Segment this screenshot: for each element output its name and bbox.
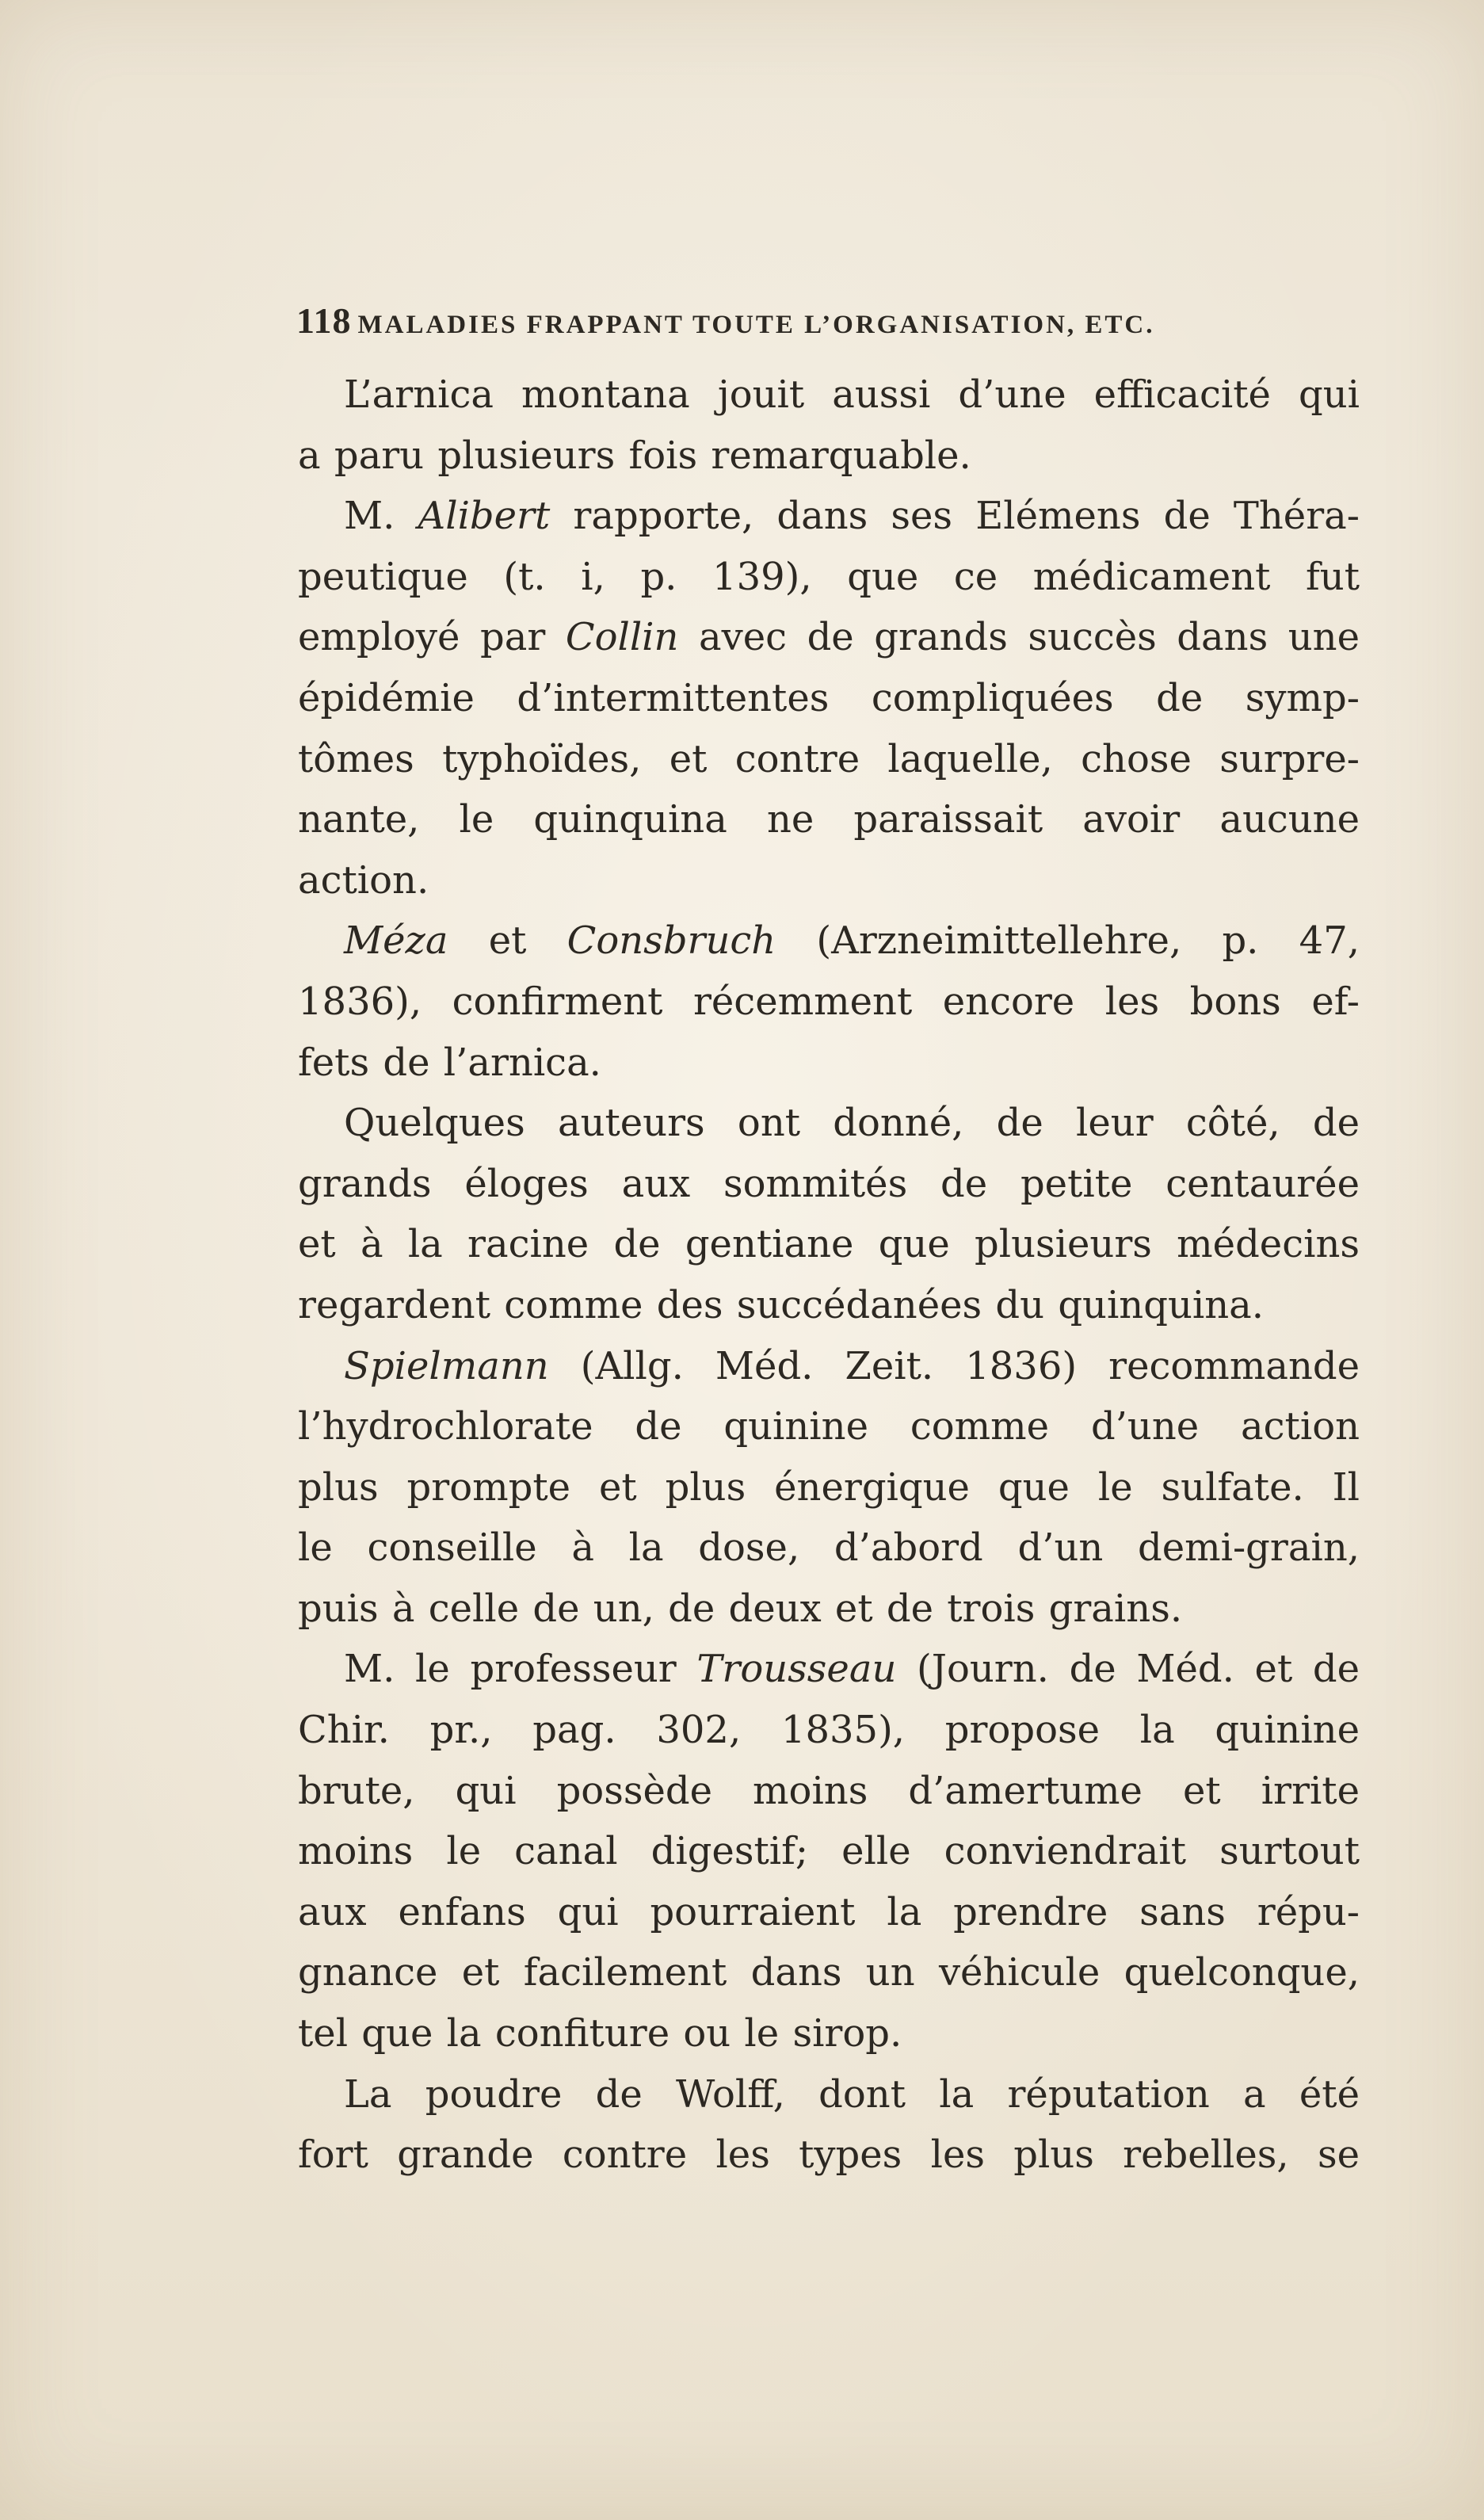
italic-name: Alibert [418,494,551,539]
text-segment: action. [298,857,429,903]
text-segment: avec de grands succès dans une [678,615,1360,660]
text-line [298,668,1360,729]
text-segment: employé par [298,615,566,660]
text-segment: M. le professeur [344,1647,697,1692]
text-segment: et à la racine de gentiane que plusieurs médecins [298,1222,1360,1267]
text-line [298,547,1360,608]
text-segment: tômes typhoïdes, et contre laquelle, chose surpre- [298,736,1360,781]
italic-name: Consbruch [567,918,776,964]
text-line [298,1518,1360,1579]
text-line [298,729,1360,790]
italic-name: Collin [565,615,679,660]
text-line [298,2003,1360,2064]
text-segment: l’hydrochlorate de quinine comme d’une action [298,1404,1360,1449]
text-line [298,1457,1360,1518]
text-segment: L’arnica montana jouit aussi d’une efficacité qui [344,372,1360,417]
text-line [298,1882,1360,1943]
text-segment: (Journ. de Méd. et de [896,1647,1360,1692]
text-segment: épidémie d’intermittentes compliquées de symp- [298,675,1360,720]
text-segment: peutique (t. i, p. 139), que ce médicament fut [298,554,1360,599]
text-line [298,1093,1360,1154]
text-line [298,1033,1360,1094]
text-line [298,426,1360,487]
text-line [298,911,1360,972]
text-segment: plus prompte et plus énergique que le sulfate. Il [298,1464,1360,1510]
text-segment: le conseille à la dose, d’abord d’un demi-grain, [298,1525,1360,1571]
text-line [298,1821,1360,1882]
text-line [298,1761,1360,1822]
text-line [298,972,1360,1033]
text-segment: moins le canal digestif; elle conviendrait surtout [298,1829,1360,1874]
text-line [298,1942,1360,2003]
text-segment: brute, qui possède moins d’amertume et irrite [298,1768,1360,1813]
text-line [298,1579,1360,1640]
text-segment: regardent comme des succédanées du quinquina. [298,1282,1264,1327]
text-line [298,607,1360,668]
body-text [298,365,1360,2186]
text-segment: gnance et facilement dans un véhicule quelconque, [298,1950,1360,1995]
text-segment: Chir. pr., pag. 302, 1835), propose la quinine [298,1708,1360,1753]
text-line [298,2125,1360,2186]
text-line [298,850,1360,911]
text-segment: 1836), confirment récemment encore les bons ef- [298,979,1360,1024]
running-head-title: MALADIES FRAPPANT TOUTE L’ORGANISATION, ETC. [357,311,1155,339]
text-segment: rapporte, dans ses Elémens de Théra- [550,494,1360,539]
text-line [298,1639,1360,1700]
text-line [298,1154,1360,1215]
text-segment: (Arzneimittellehre, p. 47, [776,918,1360,964]
text-line [298,2064,1360,2125]
running-head [296,300,1350,347]
text-line [298,1214,1360,1275]
text-segment: Quelques auteurs ont donné, de leur côté, de [344,1101,1360,1146]
text-segment: aux enfans qui pourraient la prendre sans répu- [298,1889,1360,1934]
page-number: 118 [296,300,352,341]
text-segment: fort grande contre les types les plus rebelles, se [298,2132,1360,2178]
text-segment: grands éloges aux sommités de petite centaurée [298,1161,1360,1206]
italic-name: Méza [344,918,448,964]
text-segment: (Allg. Méd. Zeit. 1836) recommande [548,1343,1360,1388]
text-line [298,1336,1360,1397]
text-segment: La poudre de Wolff, dont la réputation a été [344,2071,1360,2117]
text-line [298,1396,1360,1457]
italic-name: Trousseau [696,1647,897,1692]
italic-name: Spielmann [344,1343,549,1388]
text-segment: tel que la confiture ou le sirop. [298,2011,902,2056]
text-line [298,486,1360,547]
text-segment: et [448,918,567,964]
text-line [298,1275,1360,1336]
text-segment: fets de l’arnica. [298,1040,601,1085]
text-segment: puis à celle de un, de deux et de trois grains. [298,1586,1183,1631]
text-segment: a paru plusieurs fois remarquable. [298,433,971,478]
text-line [298,365,1360,426]
text-line [298,1700,1360,1761]
text-segment: M. [344,494,418,539]
text-segment: nante, le quinquina ne paraissait avoir aucune [298,797,1360,842]
text-line [298,789,1360,850]
